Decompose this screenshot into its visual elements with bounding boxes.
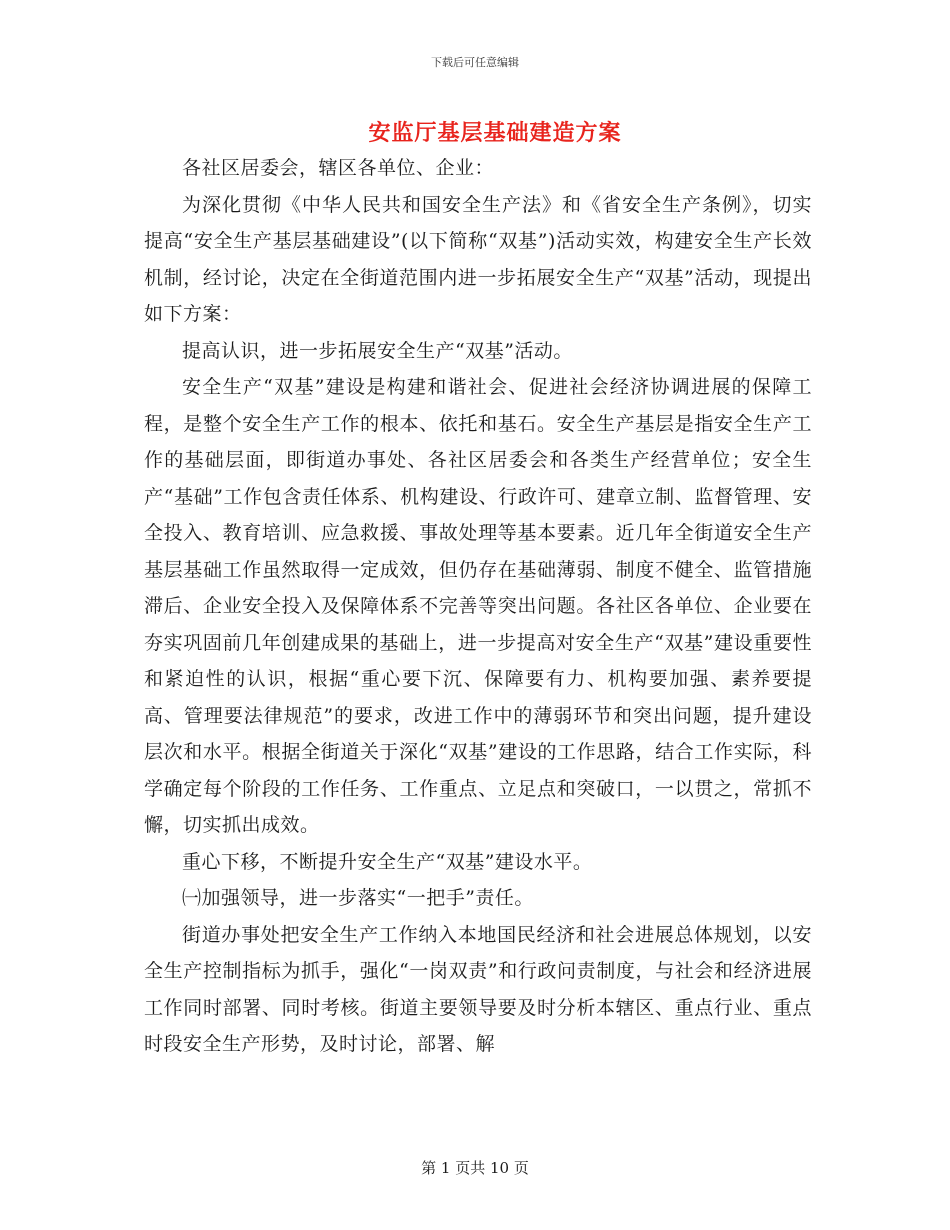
page-header: 下载后可任意编辑	[431, 56, 519, 69]
paragraph-body-2: 街道办事处把安全生产工作纳入本地国民经济和社会进展总体规划，以安全生产控制指标为抓手，强化“一岗双责”和行政问责制度，与社会和经济进展工作同时部署、同时考核。街道主要领导要及时分析本辖区、重点行业、重点时段安全生产形势，及时讨论，部署、解	[144, 923, 812, 1055]
paragraph-intro: 为深化贯彻《中华人民共和国安全生产法》和《省安全生产条例》，切实提高“安全生产基层基础建设”(以下简称“双基”)活动实效，构建安全生产长效机制，经讨论，决定在全街道范围内进一步拓展安全生产“双基”活动，现提出如下方案：	[144, 193, 812, 325]
document-title: 安监厅基层基础建造方案	[368, 120, 622, 146]
paragraph-body-1: 安全生产“双基”建设是构建和谐社会、促进社会经济协调进展的保障工程，是整个安全生产工作的根本、依托和基石。安全生产基层是指安全生产工作的基础层面，即街道办事处、各社区居委会和各类生产经营单位；安全生产“基础”工作包含责任体系、机构建设、行政许可、建章立制、监督管理、安全投入、教育培训、应急救援、事故处理等基本要素。近几年全街道安全生产基层基础工作虽然取得一定成效，但仍存在基础薄弱、制度不健全、监管措施滞后、企业安全投入及保障体系不完善等突出问题。各社区各单位、企业要在夯实巩固前几年创建成果的基础上，进一步提高对安全生产“双基”建设重要性和紧迫性的认识，根据“重心要下沉、保障要有力、机构要加强、素养要提高、管理要法律规范”的要求，改进工作中的薄弱环节和突出问题，提升建设层次和水平。根据全街道关于深化“双基”建设的工作思路，结合工作实际，科学确定每个阶段的工作任务、工作重点、立足点和突破口，一以贯之，常抓不懈，切实抓出成效。	[144, 376, 812, 836]
paragraph-heading-2: 重心下移，不断提升安全生产“双基”建设水平。	[182, 850, 593, 873]
paragraph-heading-1: 提高认识，进一步拓展安全生产“双基”活动。	[182, 339, 573, 362]
page-number-footer: 第 1 页共 10 页	[421, 1159, 529, 1177]
paragraph-salutation: 各社区居委会，辖区各单位、企业：	[182, 157, 495, 179]
document-body	[144, 150, 812, 1063]
paragraph-subheading-1: ㈠加强领导，进一步落实“一把手”责任。	[182, 887, 534, 909]
